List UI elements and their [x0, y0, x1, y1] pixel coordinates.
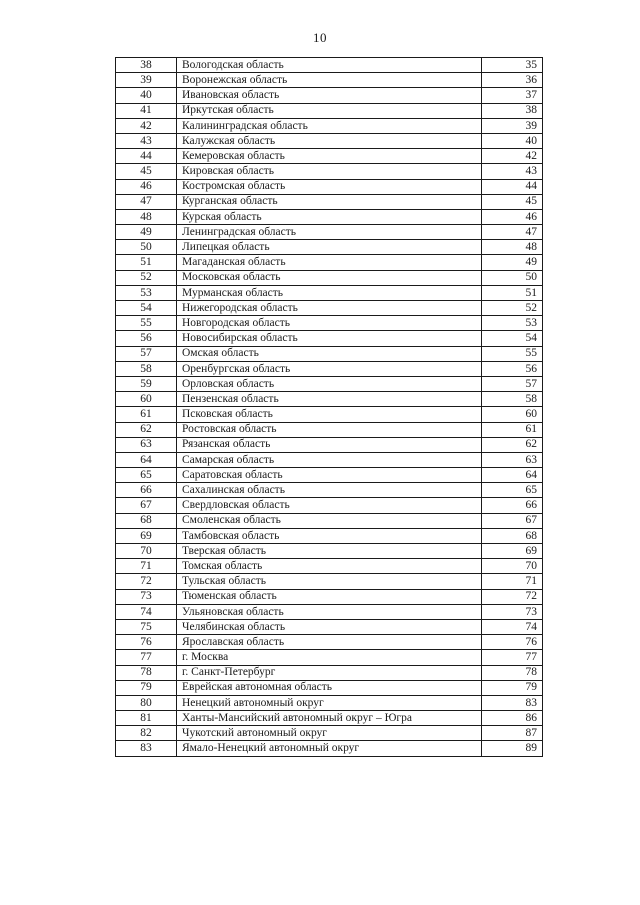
region-name-cell: Смоленская область	[177, 513, 482, 528]
region-name-cell: Вологодская область	[177, 58, 482, 73]
region-name-cell: Новосибирская область	[177, 331, 482, 346]
row-number-cell: 44	[116, 149, 177, 164]
page-number: 10	[313, 30, 327, 45]
region-name-cell: Оренбургская область	[177, 361, 482, 376]
table-row	[116, 346, 543, 361]
row-number-cell: 82	[116, 726, 177, 741]
region-name-cell: Иркутская область	[177, 103, 482, 118]
row-number-cell: 47	[116, 194, 177, 209]
row-number-cell: 50	[116, 240, 177, 255]
region-name-cell: Курганская область	[177, 194, 482, 209]
region-name-cell: Тюменская область	[177, 589, 482, 604]
region-name-cell: Тульская область	[177, 574, 482, 589]
page-value-cell: 69	[482, 544, 543, 559]
row-number-cell: 41	[116, 103, 177, 118]
table-row	[116, 316, 543, 331]
row-number-cell: 63	[116, 437, 177, 452]
region-name-cell: Томская область	[177, 559, 482, 574]
row-number-cell: 40	[116, 88, 177, 103]
region-name-cell: Орловская область	[177, 376, 482, 391]
table-row	[116, 285, 543, 300]
table-row	[116, 194, 543, 209]
table-row	[116, 73, 543, 88]
page-value-cell: 73	[482, 604, 543, 619]
table-row	[116, 711, 543, 726]
table-row	[116, 149, 543, 164]
page-value-cell: 62	[482, 437, 543, 452]
row-number-cell: 65	[116, 468, 177, 483]
page-value-cell: 40	[482, 133, 543, 148]
row-number-cell: 74	[116, 604, 177, 619]
row-number-cell: 54	[116, 301, 177, 316]
page-value-cell: 47	[482, 225, 543, 240]
page-value-cell: 61	[482, 422, 543, 437]
table-row	[116, 559, 543, 574]
page-value-cell: 89	[482, 741, 543, 756]
region-name-cell: Саратовская область	[177, 468, 482, 483]
table-row	[116, 437, 543, 452]
page-value-cell: 72	[482, 589, 543, 604]
table-row	[116, 164, 543, 179]
table-row	[116, 635, 543, 650]
region-name-cell: г. Санкт-Петербург	[177, 665, 482, 680]
page-value-cell: 71	[482, 574, 543, 589]
region-name-cell: Пензенская область	[177, 392, 482, 407]
row-number-cell: 81	[116, 711, 177, 726]
page-value-cell: 51	[482, 285, 543, 300]
region-name-cell: Ростовская область	[177, 422, 482, 437]
region-name-cell: Кемеровская область	[177, 149, 482, 164]
row-number-cell: 80	[116, 695, 177, 710]
row-number-cell: 76	[116, 635, 177, 650]
region-name-cell: Ульяновская область	[177, 604, 482, 619]
region-name-cell: Ярославская область	[177, 635, 482, 650]
page-value-cell: 35	[482, 58, 543, 73]
row-number-cell: 49	[116, 225, 177, 240]
row-number-cell: 71	[116, 559, 177, 574]
row-number-cell: 70	[116, 544, 177, 559]
region-name-cell: Ямало-Ненецкий автономный округ	[177, 741, 482, 756]
table-row	[116, 468, 543, 483]
page-value-cell: 39	[482, 118, 543, 133]
row-number-cell: 46	[116, 179, 177, 194]
page-value-cell: 70	[482, 559, 543, 574]
row-number-cell: 75	[116, 619, 177, 634]
region-name-cell: Псковская область	[177, 407, 482, 422]
table-row	[116, 88, 543, 103]
table-row	[116, 604, 543, 619]
region-name-cell: Сахалинская область	[177, 483, 482, 498]
table-row	[116, 133, 543, 148]
page-value-cell: 64	[482, 468, 543, 483]
table-row	[116, 103, 543, 118]
page-value-cell: 36	[482, 73, 543, 88]
region-name-cell: Нижегородская область	[177, 301, 482, 316]
region-name-cell: Калининградская область	[177, 118, 482, 133]
row-number-cell: 42	[116, 118, 177, 133]
page-value-cell: 43	[482, 164, 543, 179]
region-name-cell: Липецкая область	[177, 240, 482, 255]
row-number-cell: 52	[116, 270, 177, 285]
page-value-cell: 50	[482, 270, 543, 285]
page-value-cell: 53	[482, 316, 543, 331]
region-name-cell: Самарская область	[177, 452, 482, 467]
table-row	[116, 528, 543, 543]
region-name-cell: Калужская область	[177, 133, 482, 148]
page-value-cell: 77	[482, 650, 543, 665]
region-name-cell: Кировская область	[177, 164, 482, 179]
table-row	[116, 544, 543, 559]
page-value-cell: 65	[482, 483, 543, 498]
table-row	[116, 209, 543, 224]
page-value-cell: 66	[482, 498, 543, 513]
table-row	[116, 407, 543, 422]
row-number-cell: 79	[116, 680, 177, 695]
page-value-cell: 37	[482, 88, 543, 103]
page-value-cell: 79	[482, 680, 543, 695]
table-row	[116, 513, 543, 528]
page-value-cell: 56	[482, 361, 543, 376]
regions-table	[115, 57, 543, 757]
table-row	[116, 331, 543, 346]
row-number-cell: 57	[116, 346, 177, 361]
table-row	[116, 483, 543, 498]
row-number-cell: 51	[116, 255, 177, 270]
row-number-cell: 61	[116, 407, 177, 422]
page-value-cell: 87	[482, 726, 543, 741]
page-value-cell: 78	[482, 665, 543, 680]
row-number-cell: 58	[116, 361, 177, 376]
page-value-cell: 67	[482, 513, 543, 528]
row-number-cell: 59	[116, 376, 177, 391]
region-name-cell: г. Москва	[177, 650, 482, 665]
row-number-cell: 78	[116, 665, 177, 680]
table-row	[116, 179, 543, 194]
table-row	[116, 619, 543, 634]
page-value-cell: 68	[482, 528, 543, 543]
page-value-cell: 54	[482, 331, 543, 346]
region-name-cell: Новгородская область	[177, 316, 482, 331]
region-name-cell: Костромская область	[177, 179, 482, 194]
region-name-cell: Свердловская область	[177, 498, 482, 513]
page-value-cell: 45	[482, 194, 543, 209]
row-number-cell: 72	[116, 574, 177, 589]
row-number-cell: 56	[116, 331, 177, 346]
table-row	[116, 118, 543, 133]
table-row	[116, 452, 543, 467]
page-value-cell: 52	[482, 301, 543, 316]
table-row	[116, 270, 543, 285]
row-number-cell: 55	[116, 316, 177, 331]
region-name-cell: Ханты-Мансийский автономный округ – Югра	[177, 711, 482, 726]
page-value-cell: 55	[482, 346, 543, 361]
table-row	[116, 361, 543, 376]
page-value-cell: 42	[482, 149, 543, 164]
region-name-cell: Тамбовская область	[177, 528, 482, 543]
region-name-cell: Ненецкий автономный округ	[177, 695, 482, 710]
region-name-cell: Ленинградская область	[177, 225, 482, 240]
region-name-cell: Ивановская область	[177, 88, 482, 103]
region-name-cell: Рязанская область	[177, 437, 482, 452]
row-number-cell: 66	[116, 483, 177, 498]
page-value-cell: 74	[482, 619, 543, 634]
page-value-cell: 86	[482, 711, 543, 726]
region-name-cell: Челябинская область	[177, 619, 482, 634]
page-value-cell: 44	[482, 179, 543, 194]
table-row	[116, 650, 543, 665]
row-number-cell: 83	[116, 741, 177, 756]
region-name-cell: Курская область	[177, 209, 482, 224]
table-row	[116, 665, 543, 680]
row-number-cell: 53	[116, 285, 177, 300]
table-row	[116, 58, 543, 73]
table-row	[116, 255, 543, 270]
region-name-cell: Еврейская автономная область	[177, 680, 482, 695]
region-name-cell: Московская область	[177, 270, 482, 285]
regions-table-body	[116, 58, 543, 757]
row-number-cell: 67	[116, 498, 177, 513]
row-number-cell: 43	[116, 133, 177, 148]
table-row	[116, 422, 543, 437]
table-row	[116, 240, 543, 255]
table-row	[116, 680, 543, 695]
region-name-cell: Омская область	[177, 346, 482, 361]
row-number-cell: 64	[116, 452, 177, 467]
region-name-cell: Тверская область	[177, 544, 482, 559]
row-number-cell: 38	[116, 58, 177, 73]
page-value-cell: 49	[482, 255, 543, 270]
table-row	[116, 726, 543, 741]
region-name-cell: Чукотский автономный округ	[177, 726, 482, 741]
page-value-cell: 83	[482, 695, 543, 710]
row-number-cell: 73	[116, 589, 177, 604]
region-name-cell: Воронежская область	[177, 73, 482, 88]
row-number-cell: 69	[116, 528, 177, 543]
row-number-cell: 62	[116, 422, 177, 437]
page-value-cell: 38	[482, 103, 543, 118]
table-row	[116, 301, 543, 316]
row-number-cell: 45	[116, 164, 177, 179]
table-row	[116, 498, 543, 513]
page-value-cell: 63	[482, 452, 543, 467]
table-row	[116, 225, 543, 240]
row-number-cell: 60	[116, 392, 177, 407]
table-row	[116, 376, 543, 391]
table-row	[116, 741, 543, 756]
row-number-cell: 77	[116, 650, 177, 665]
region-name-cell: Мурманская область	[177, 285, 482, 300]
row-number-cell: 48	[116, 209, 177, 224]
table-row	[116, 589, 543, 604]
region-name-cell: Магаданская область	[177, 255, 482, 270]
row-number-cell: 39	[116, 73, 177, 88]
table-row	[116, 695, 543, 710]
page-value-cell: 60	[482, 407, 543, 422]
table-row	[116, 392, 543, 407]
table-row	[116, 574, 543, 589]
page-value-cell: 76	[482, 635, 543, 650]
page-value-cell: 46	[482, 209, 543, 224]
page-value-cell: 48	[482, 240, 543, 255]
row-number-cell: 68	[116, 513, 177, 528]
page-value-cell: 58	[482, 392, 543, 407]
page-value-cell: 57	[482, 376, 543, 391]
